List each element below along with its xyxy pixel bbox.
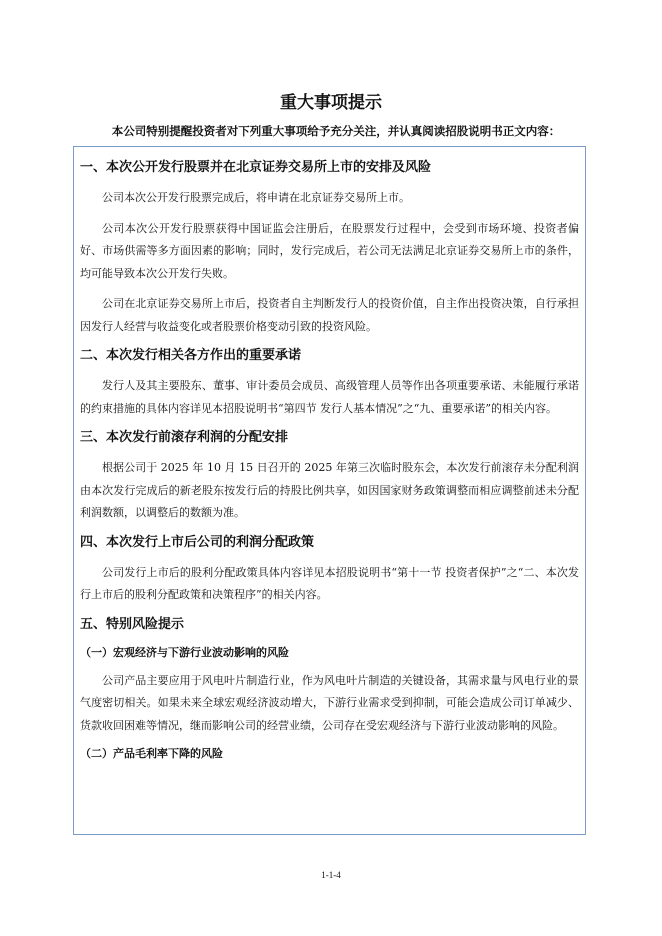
section-1-paragraph-2: 公司本次公开发行股票获得中国证监会注册后，在股票发行过程中，会受到市场环境、投资者偏好、市场供需等多方面因素的影响；同时，发行完成后，若公司无法满足北京证券交易所上市的条件，均可能导致本次公开发行失败。 [80,221,579,280]
section-4-paragraph-1: 公司发行上市后的股利分配政策具体内容详见本招股说明书“第十一节 投资者保护”之“二、本次发行上市后的股利分配政策和决策程序”的相关内容。 [80,565,579,601]
page-number: 1-1-4 [321,870,341,880]
page-title: 重大事项提示 [280,93,382,113]
section-4-heading: 四、本次发行上市后公司的利润分配政策 [80,534,315,550]
section-3-paragraph-1: 根据公司于 2025 年 10 月 15 日召开的 2025 年第三次临时股东会，本次发行前滚存未分配利润由本次发行完成后的新老股东按发行后的持股比例共享，如因国家财务政策调整而相应调整前述未分配利润数额，以调整后的数额为准。 [80,461,579,519]
investor-notice: 本公司特别提醒投资者对下列重大事项给予充分关注，并认真阅读招股说明书正文内容： [111,124,561,138]
section-1-paragraph-3: 公司在北京证券交易所上市后，投资者自主判断发行人的投资价值，自主作出投资决策，自行承担因发行人经营与收益变化或者股票价格变动引致的投资风险。 [80,297,579,333]
section-3-heading: 三、本次发行前滚存利润的分配安排 [80,430,289,445]
section-5-heading: 五、特别风险提示 [80,616,185,632]
section-5-sub-2-heading: （二）产品毛利率下降的风险 [80,747,223,760]
section-1-paragraph-1: 公司本次公开发行股票完成后，将申请在北京证券交易所上市。 [102,191,410,204]
section-5-sub-1-paragraph-1: 公司产品主要应用于风电叶片制造行业，作为风电叶片制造的关键设备，其需求量与风电行业的景气度密切相关。如果未来全球宏观经济波动增大，下游行业需求受到抑制，可能会造成公司订单减少、货款收回困难等情况，继而影响公司的经营业绩，公司存在受宏观经济与下游行业波动影响的风险。 [80,673,579,732]
section-2-heading: 二、本次发行相关各方作出的重要承诺 [80,348,302,363]
section-2-paragraph-1: 发行人及其主要股东、董事、审计委员会成员、高级管理人员等作出各项重要承诺、未能履行承诺的约束措施的具体内容详见本招股说明书“第四节 发行人基本情况”之“九、重要承诺”的相关内容。 [80,379,579,415]
section-5-sub-1-heading: （一）宏观经济与下游行业波动影响的风险 [80,645,289,659]
content-box [73,146,586,835]
section-1-heading: 一、本次公开发行股票并在北京证券交易所上市的安排及风险 [80,160,432,175]
